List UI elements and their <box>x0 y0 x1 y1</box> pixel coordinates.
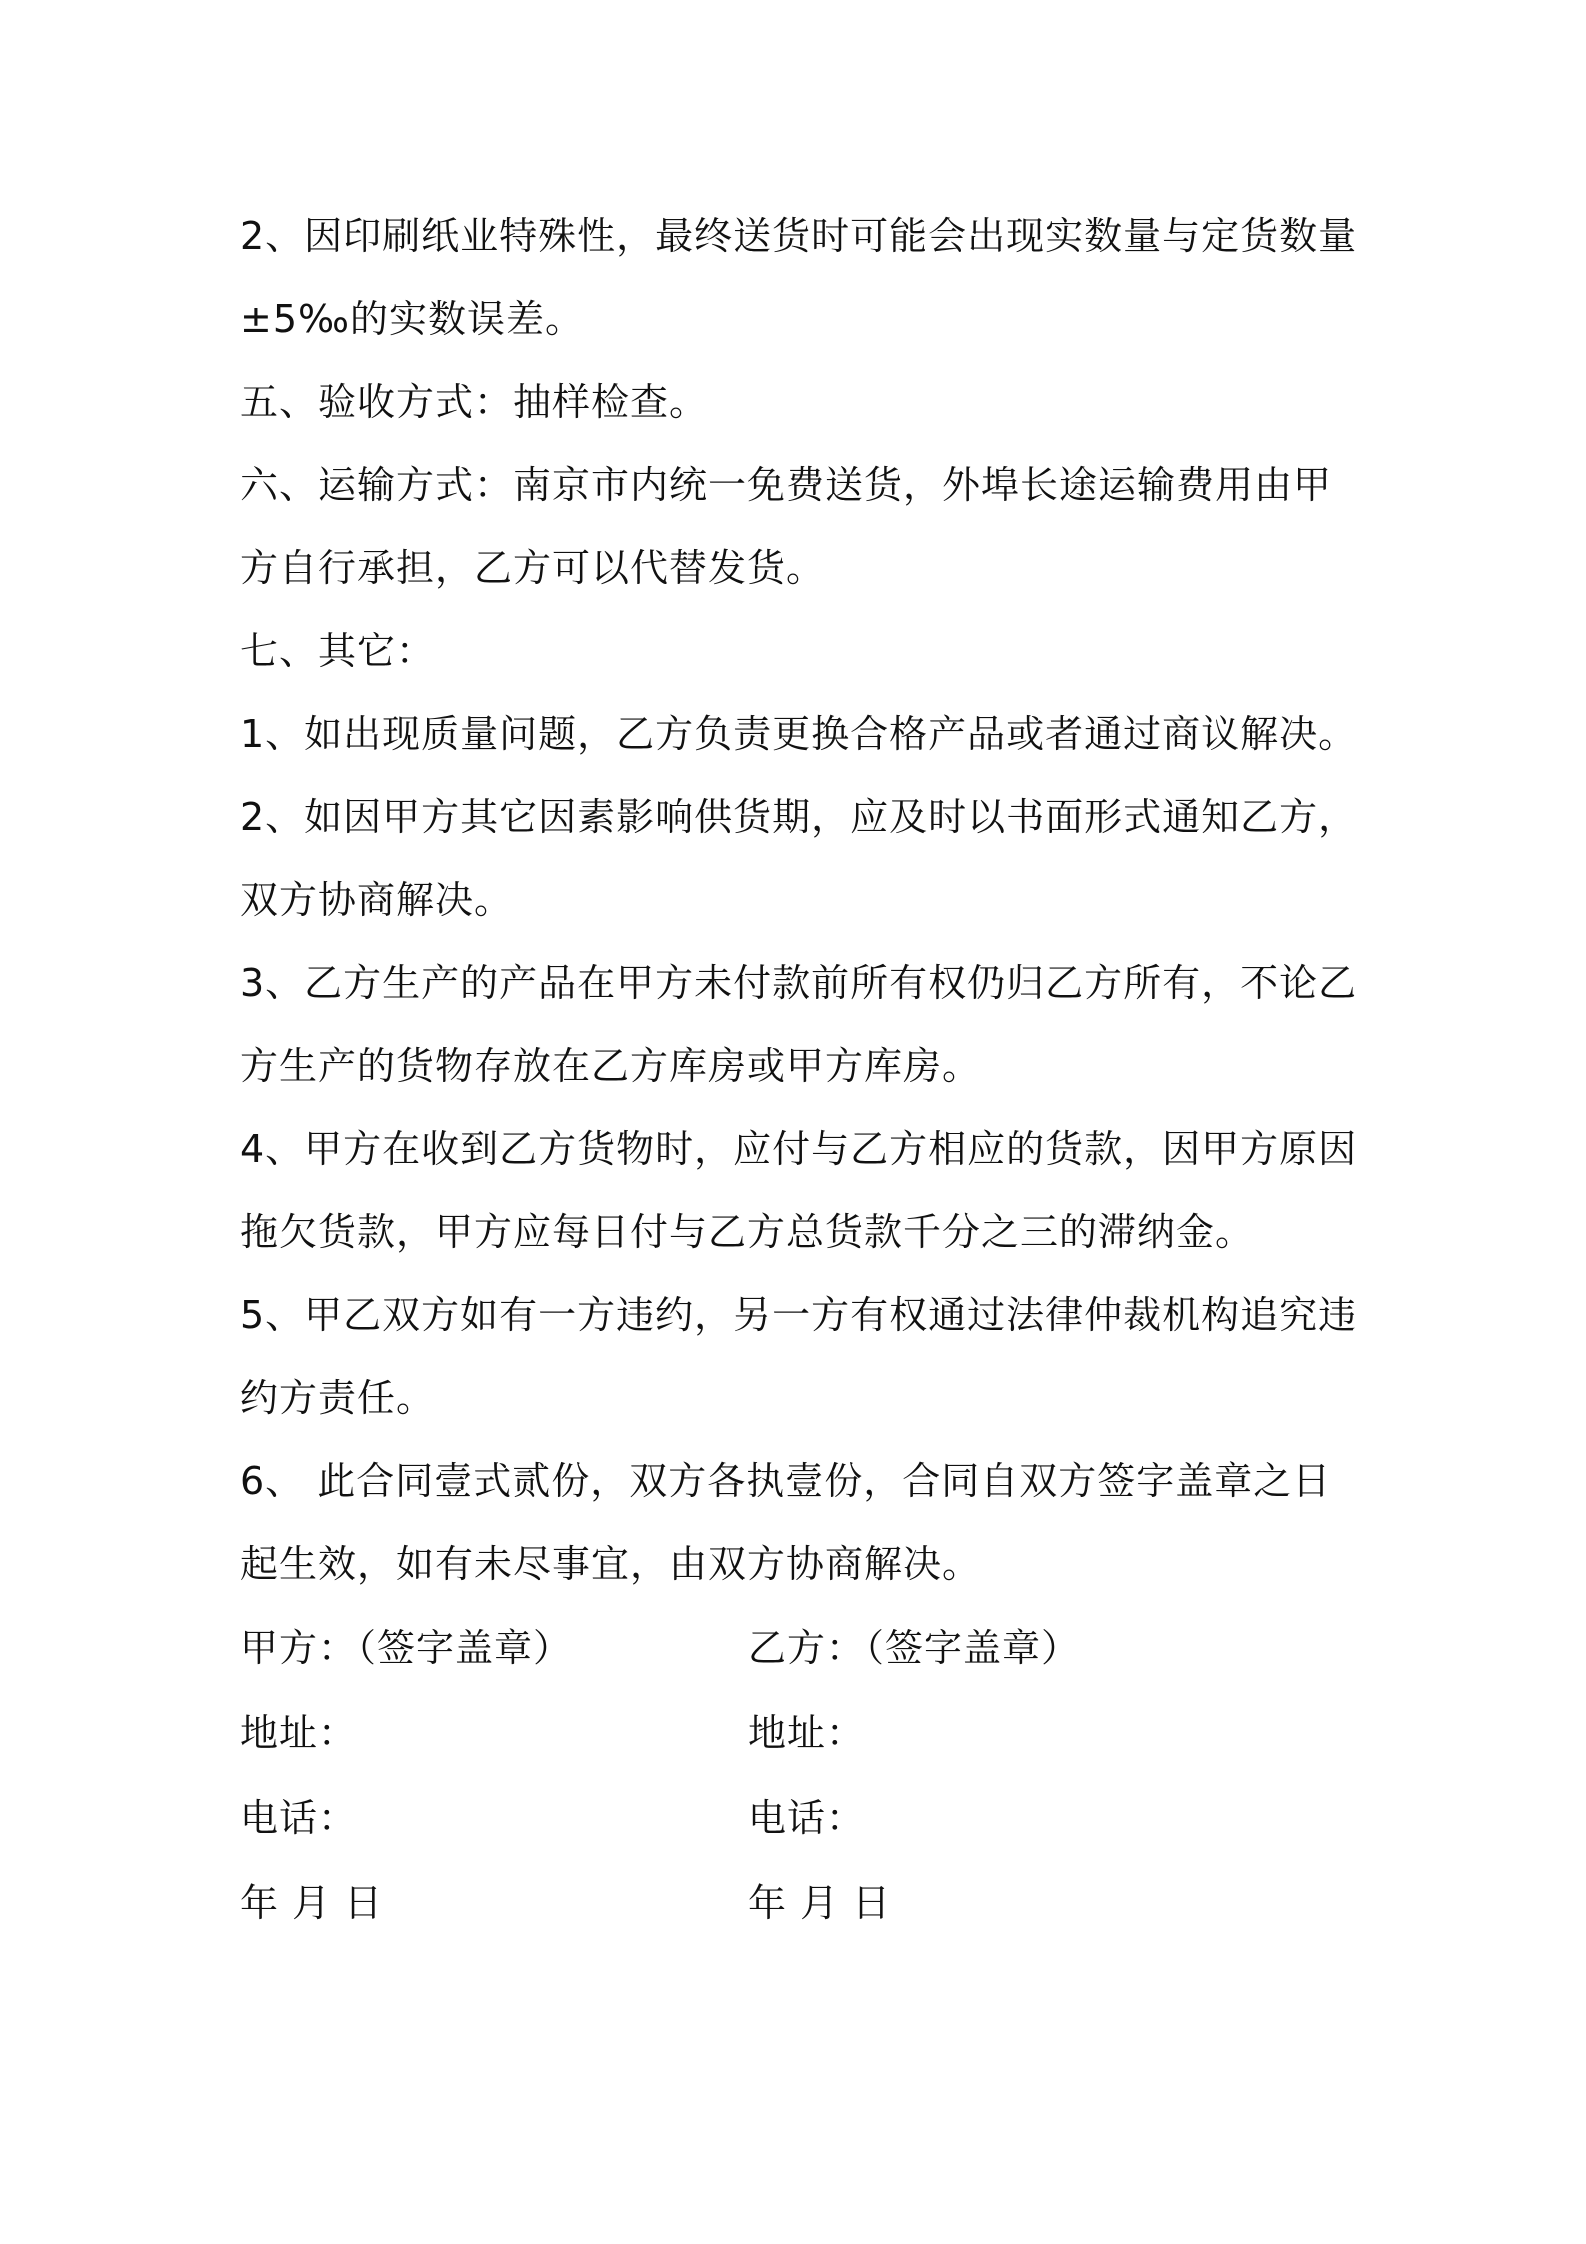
party-a-signature <box>240 1606 740 1946</box>
clause-copies-effective: 6、 此合同壹式贰份，双方各执壹份，合同自双方签字盖章之日起生效，如有未尽事宜，由双方协商解决。 <box>240 1459 1332 1586</box>
clause-transport-method: 六、运输方式：南京市内统一免费送货，外埠长途运输费用由甲方自行承担，乙方可以代替发货。 <box>240 463 1333 590</box>
section-other-heading: 七、其它： <box>240 629 436 673</box>
party-b-address: 地址： <box>748 1711 866 1755</box>
clause-breach: 5、甲乙双方如有一方违约，另一方有权通过法律仲裁机构追究违约方责任。 <box>240 1293 1358 1420</box>
clause-delivery-delay: 2、如因甲方其它因素影响供货期，应及时以书面形式通知乙方，双方协商解决。 <box>240 795 1358 922</box>
contract-page <box>240 195 1360 1946</box>
signature-block <box>240 1606 1360 1946</box>
clause-payment-penalty: 4、甲方在收到乙方货物时，应付与乙方相应的货款，因甲方原因拖欠货款，甲方应每日付与乙方总货款千分之三的滞纳金。 <box>240 1127 1358 1254</box>
clause-quality-issue: 1、如出现质量问题，乙方负责更换合格产品或者通过商议解决。 <box>240 712 1358 756</box>
party-b-phone: 电话： <box>748 1796 866 1840</box>
party-b-signature <box>748 1606 1248 1946</box>
clause-quantity-tolerance: 2、因印刷纸业特殊性，最终送货时可能会出现实数量与定货数量±5‰的实数误差。 <box>240 214 1358 341</box>
party-a-title: 甲方：（签字盖章） <box>240 1626 573 1670</box>
clause-ownership: 3、乙方生产的产品在甲方未付款前所有权仍归乙方所有，不论乙方生产的货物存放在乙方库房或甲方库房。 <box>240 961 1358 1088</box>
party-a-date: 年 月 日 <box>240 1881 384 1925</box>
party-a-phone: 电话： <box>240 1796 358 1840</box>
clause-inspection-method: 五、验收方式：抽样检查。 <box>240 380 709 424</box>
party-b-date: 年 月 日 <box>748 1881 892 1925</box>
party-a-address: 地址： <box>240 1711 358 1755</box>
party-b-title: 乙方：（签字盖章） <box>748 1626 1081 1670</box>
